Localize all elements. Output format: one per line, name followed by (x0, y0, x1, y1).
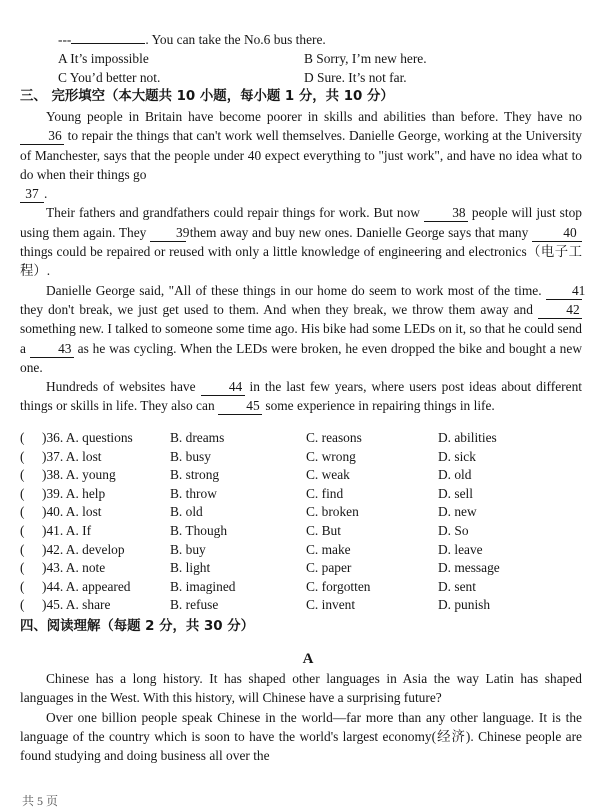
option-b: B. light (170, 560, 211, 576)
cloze-passage (20, 107, 586, 416)
answer-paren: ( (20, 430, 25, 445)
option-a: )40. A. lost (42, 504, 102, 520)
option-a: )41. A. If (42, 523, 92, 538)
blank-37: 37 (20, 186, 44, 203)
option-b: B. dreams (170, 430, 225, 445)
option-row (20, 484, 580, 503)
answer-paren: ( (20, 523, 25, 538)
option-c: C. weak (306, 467, 350, 483)
answer-paren: ( (20, 467, 25, 483)
page-footer: 共 5 页 (22, 794, 59, 808)
blank-44: 44 (201, 379, 245, 396)
option-row (20, 558, 580, 577)
option-a: )37. A. lost (42, 448, 102, 464)
option-d: D. leave (438, 541, 483, 557)
option-a: )38. A. young (42, 467, 116, 483)
option-c: C. wrong (306, 448, 356, 464)
option-d: D. old (438, 467, 472, 483)
answer-paren: ( (20, 560, 25, 576)
option-row (20, 540, 580, 559)
option-b: B. imagined (170, 578, 236, 594)
option-b: B. throw (170, 485, 217, 501)
option-c: C. broken (306, 504, 359, 520)
option-a: )36. A. questions (42, 430, 133, 445)
option-c: C. forgotten (306, 578, 371, 594)
option-d: D. sick (438, 448, 476, 464)
section4-heading: 四、阅读理解（每题 2 分，共 30 分） (20, 619, 255, 634)
blank-39: 39 (150, 225, 186, 242)
answer-paren: ( (20, 597, 25, 613)
option-row (20, 595, 580, 614)
option-b: B. Though (170, 523, 228, 538)
blank-36: 36 (20, 128, 64, 145)
passage-title: A (302, 651, 314, 667)
option-b: B. busy (170, 448, 211, 464)
dialogue-option-d: D Sure. It’s not far. (304, 70, 407, 85)
option-c: C. But (306, 523, 341, 538)
option-b: B. strong (170, 467, 220, 483)
option-d: D. abilities (438, 430, 497, 445)
answer-paren: ( (20, 578, 25, 594)
cloze-paragraph-4: Hundreds of websites have 44 in the last few years, where users post ideas about different things or skills in life. They also can 45 some experience in repairing things in life. (20, 379, 582, 414)
answer-paren: ( (20, 504, 25, 520)
option-b: B. refuse (170, 597, 219, 613)
blank-43: 43 (30, 341, 74, 358)
reading-paragraph-2: Over one billion people speak Chinese in the world—far more than any other language. It is the language of the country which is soon to have the world's largest economy(经济). Chinese people are found studying and doing business all over the (20, 709, 582, 764)
option-d: D. message (438, 560, 500, 576)
option-c: C. invent (306, 597, 356, 613)
option-row (20, 502, 580, 521)
option-d: D. So (438, 523, 469, 538)
blank-41: 41 (546, 283, 582, 300)
option-c: C. paper (306, 560, 352, 576)
option-c: C. find (306, 485, 344, 501)
option-b: B. buy (170, 541, 206, 557)
option-c: C. make (306, 541, 351, 557)
answer-paren: ( (20, 541, 25, 557)
dialogue-blank (71, 43, 145, 44)
option-b: B. old (170, 504, 203, 520)
option-d: D. sent (438, 578, 476, 594)
option-row (20, 447, 580, 466)
option-d: D. new (438, 504, 477, 520)
blank-45: 45 (218, 398, 262, 415)
answer-paren: ( (20, 485, 25, 501)
option-d: D. punish (438, 597, 491, 613)
cloze-paragraph-1: Young people in Britain have become poorer in skills and abilities than before. They have no 36 to repair the things that can't work well themselves. Danielle George, working at the University of Manchester, says that the people under 40 expect everything to "just work", and have no idea what to do when their things go 37 . (20, 109, 582, 202)
dialogue-option-a: A It’s impossible (58, 51, 149, 66)
reading-passage (20, 669, 582, 765)
answer-paren: ( (20, 448, 25, 464)
dialogue-line: --- . You can take the No.6 bus there. (58, 32, 326, 47)
option-a: )44. A. appeared (42, 578, 131, 594)
cloze-paragraph-2: Their fathers and grandfathers could repair things for work. But now 38 people will just stop using them again. They 39 them away and buy new ones. Danielle George says that many 40 things could be repaired or reused with only a little knowledge of engineering and electronics（电子工程）. (20, 205, 582, 279)
option-row (20, 577, 580, 596)
option-a: )39. A. help (42, 485, 106, 501)
option-a: )43. A. note (42, 560, 106, 576)
option-row (20, 428, 580, 447)
option-d: D. sell (438, 485, 473, 501)
reading-paragraph-1: Chinese has a long history. It has shaped other languages in Asia the way Latin has shaped languages in the West. With this history, will Chinese have a surprising future? (20, 671, 582, 706)
section3-heading: 三、 完形填空（本大题共 10 小题，每小题 1 分，共 10 分） (20, 89, 394, 104)
blank-40: 40 (532, 225, 582, 242)
option-a: )42. A. develop (42, 541, 125, 557)
blank-42: 42 (538, 302, 582, 319)
option-c: C. reasons (306, 430, 362, 445)
option-row (20, 465, 580, 484)
cloze-paragraph-3: Danielle George said, "All of these things in our home do seem to work most of the time. 41 they don't break, we just get used to them. And when they break, we throw them away and 42 something new. I talked to someone some time ago. His bike had some LEDs on it, so that he could send a 43 as he was cycling. When the LEDs were broken, he even dropped the bike and bought a new one. (20, 282, 586, 375)
dialogue-option-c: C You’d better not. (58, 70, 161, 85)
option-row (20, 521, 580, 540)
dialogue-option-b: B Sorry, I’m new here. (304, 51, 427, 66)
option-a: )45. A. share (42, 597, 111, 613)
blank-38: 38 (424, 205, 468, 222)
